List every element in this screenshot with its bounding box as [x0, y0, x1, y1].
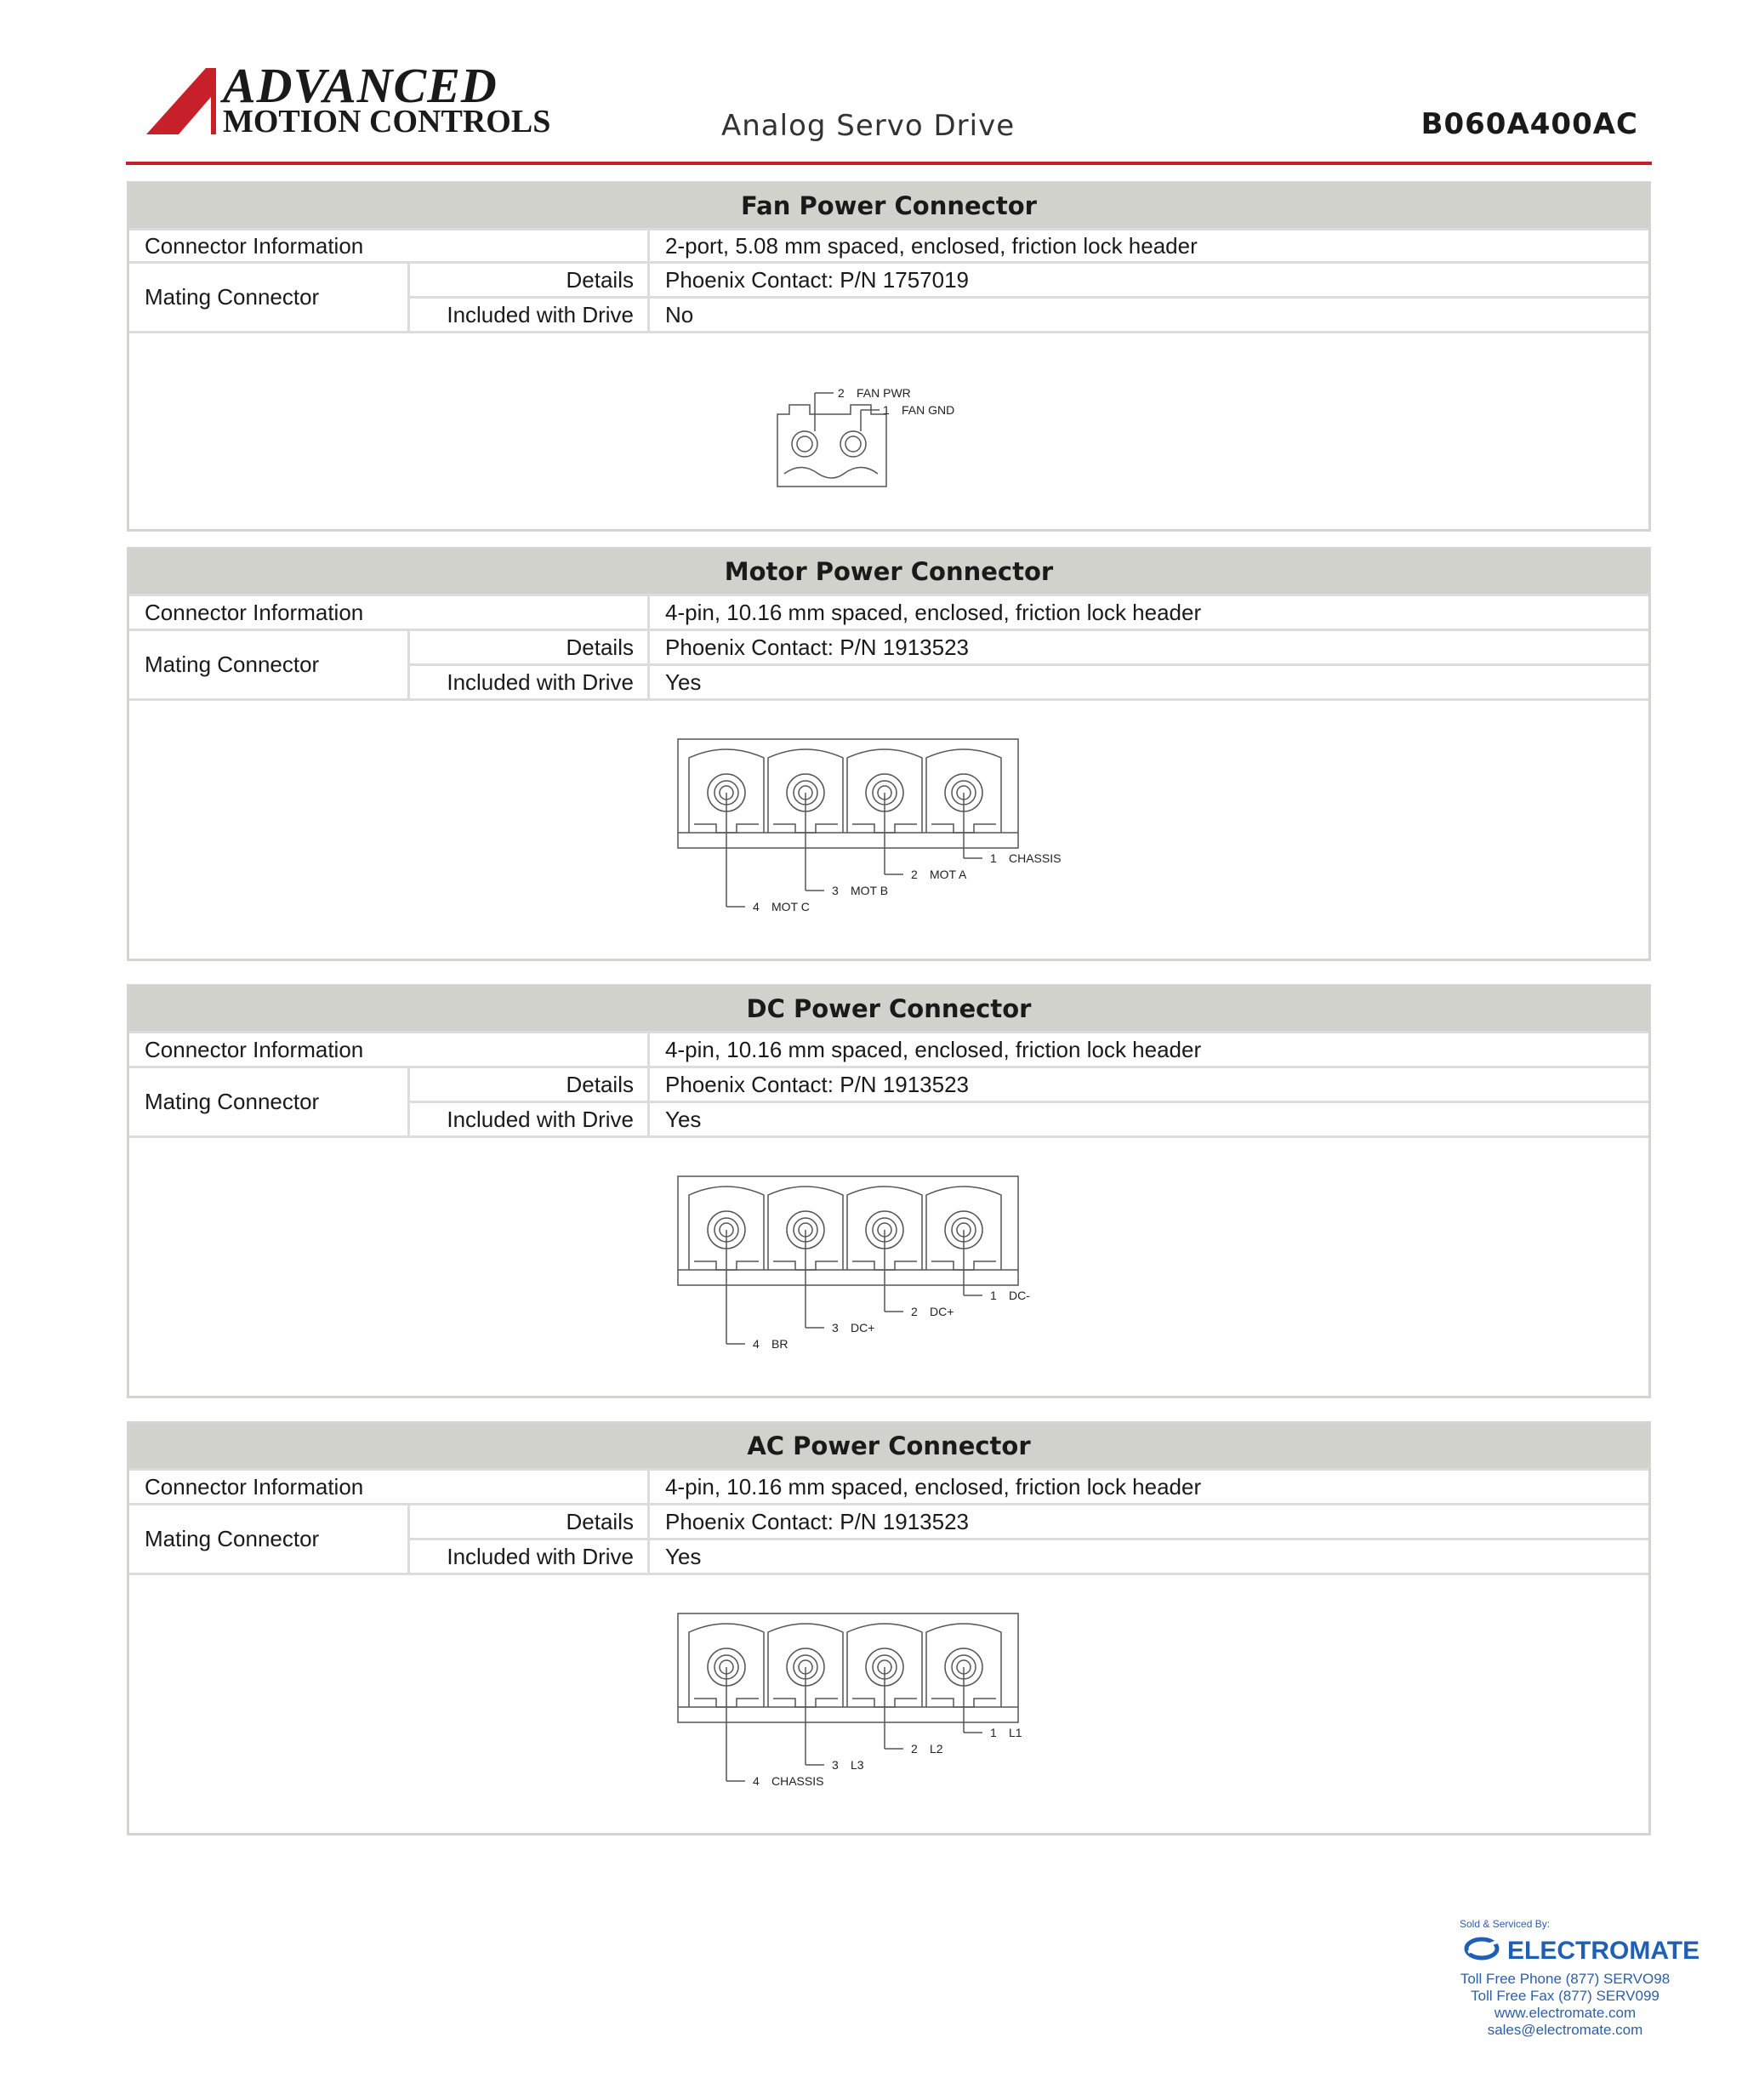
mating-label: Mating Connector — [129, 1068, 410, 1135]
details-value: Phoenix Contact: P/N 1757019 — [665, 266, 970, 293]
details-label: Details — [410, 631, 650, 663]
brand-name: ELECTROMATE — [1507, 1937, 1700, 1965]
details-value: Phoenix Contact: P/N 1913523 — [665, 634, 970, 660]
pin-4-name: MOT C — [771, 900, 810, 913]
pin-4-number: 4 — [753, 900, 760, 913]
ac-power-connector-section — [127, 1421, 1651, 1835]
details-value: Phoenix Contact: P/N 1913523 — [665, 1508, 970, 1534]
dc-power-connector-section — [127, 984, 1651, 1398]
model-number: B060A400AC — [1420, 107, 1638, 141]
pin-2-number: 2 — [911, 1742, 918, 1756]
pin-1-name: DC- — [1009, 1289, 1030, 1302]
pin-1-number: 1 — [990, 1289, 997, 1302]
included-label: Included with Drive — [410, 1103, 650, 1135]
header-divider — [126, 162, 1652, 165]
logo-text-top: ADVANCED — [223, 58, 498, 113]
pin-2-number: 2 — [911, 868, 918, 881]
pin-3-number: 3 — [832, 1321, 839, 1335]
pin-4-number: 4 — [753, 1774, 760, 1788]
pin-2-name: FAN PWR — [857, 386, 911, 400]
pin-2-number: 2 — [911, 1305, 918, 1318]
pin-3-name: DC+ — [851, 1321, 875, 1335]
included-label: Included with Drive — [410, 666, 650, 698]
details-label: Details — [410, 1068, 650, 1101]
section-title: DC Power Connector — [129, 987, 1648, 1031]
dc-connector-diagram — [129, 1135, 1648, 1396]
info-value: 4-pin, 10.16 mm spaced, enclosed, friction lock header — [665, 1036, 1202, 1062]
fan-connector-diagram — [129, 331, 1648, 529]
pin-2-name: DC+ — [930, 1305, 954, 1318]
mating-label: Mating Connector — [129, 1505, 410, 1573]
toll-free-fax: Toll Free Fax (877) SERV099 — [1471, 1988, 1659, 2004]
included-value: Yes — [665, 669, 702, 695]
company-logo — [145, 58, 553, 143]
fan-power-connector-section — [127, 181, 1651, 532]
motor-power-connector-section — [127, 547, 1651, 961]
section-title: Fan Power Connector — [129, 184, 1648, 228]
included-label: Included with Drive — [410, 299, 650, 331]
page-header — [0, 0, 1742, 170]
details-label: Details — [410, 264, 650, 296]
sold-by-label: Sold & Serviced By: — [1460, 1918, 1551, 1930]
included-value: Yes — [665, 1106, 702, 1132]
toll-free-phone: Toll Free Phone (877) SERVO98 — [1460, 1971, 1671, 1987]
website-link[interactable]: www.electromate.com — [1494, 2005, 1637, 2021]
distributor-footer — [1446, 1918, 1700, 2038]
electromate-logo — [1463, 1933, 1700, 1965]
pin-3-number: 3 — [832, 884, 839, 897]
section-title: Motor Power Connector — [129, 549, 1648, 594]
pin-1-number: 1 — [990, 1726, 997, 1739]
pin-4-name: CHASSIS — [771, 1774, 824, 1788]
info-label: Connector Information — [129, 1471, 650, 1503]
pin-2-number: 2 — [838, 386, 845, 400]
included-value: Yes — [665, 1543, 702, 1569]
mating-label: Mating Connector — [129, 264, 410, 331]
info-label: Connector Information — [129, 596, 650, 629]
section-title: AC Power Connector — [129, 1424, 1648, 1468]
included-value: No — [665, 301, 694, 327]
info-value: 4-pin, 10.16 mm spaced, enclosed, friction lock header — [665, 1473, 1202, 1500]
pin-1-name: L1 — [1009, 1726, 1022, 1739]
included-label: Included with Drive — [410, 1540, 650, 1573]
mating-label: Mating Connector — [129, 631, 410, 698]
pin-1-name: FAN GND — [902, 403, 955, 417]
pin-3-number: 3 — [832, 1758, 839, 1772]
pin-2-name: MOT A — [930, 868, 967, 881]
info-label: Connector Information — [129, 230, 650, 261]
pin-4-name: BR — [771, 1337, 788, 1351]
info-value: 2-port, 5.08 mm spaced, enclosed, friction lock header — [665, 232, 1198, 259]
info-label: Connector Information — [129, 1033, 650, 1066]
details-label: Details — [410, 1505, 650, 1538]
pin-1-number: 1 — [990, 851, 997, 865]
details-value: Phoenix Contact: P/N 1913523 — [665, 1071, 970, 1097]
pin-2-name: L2 — [930, 1742, 943, 1756]
pin-4-number: 4 — [753, 1337, 760, 1351]
motor-connector-diagram — [129, 698, 1648, 959]
ac-connector-diagram — [129, 1573, 1648, 1833]
pin-1-name: CHASSIS — [1009, 851, 1062, 865]
pin-1-number: 1 — [883, 403, 890, 417]
logo-text-bottom: MOTION CONTROLS — [223, 104, 551, 139]
pin-3-name: L3 — [851, 1758, 864, 1772]
info-value: 4-pin, 10.16 mm spaced, enclosed, friction lock header — [665, 599, 1202, 625]
pin-3-name: MOT B — [851, 884, 889, 897]
email-link[interactable]: sales@electromate.com — [1487, 2022, 1643, 2038]
document-title: Analog Servo Drive — [721, 109, 1016, 143]
